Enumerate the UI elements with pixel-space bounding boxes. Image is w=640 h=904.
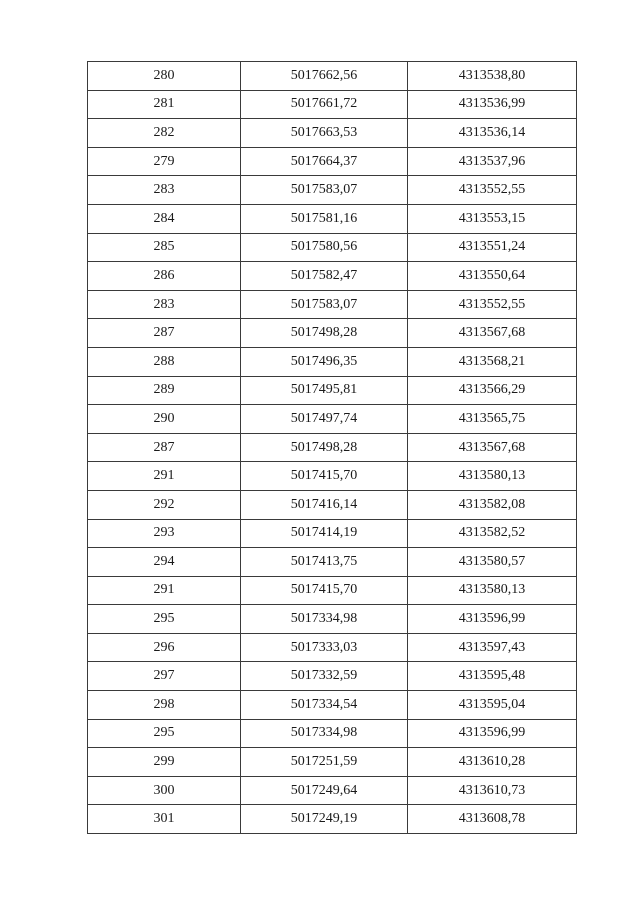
point-number-cell: 289 xyxy=(88,376,241,405)
table-row xyxy=(88,691,577,720)
x-coordinate-cell: 5017413,75 xyxy=(241,548,408,577)
x-coordinate-cell: 5017249,64 xyxy=(241,776,408,805)
point-number-cell: 279 xyxy=(88,147,241,176)
point-number-cell: 282 xyxy=(88,119,241,148)
table-row xyxy=(88,233,577,262)
y-coordinate-cell: 4313566,29 xyxy=(408,376,577,405)
x-coordinate-cell: 5017662,56 xyxy=(241,62,408,91)
x-coordinate-cell: 5017415,70 xyxy=(241,576,408,605)
point-number-cell: 294 xyxy=(88,548,241,577)
y-coordinate-cell: 4313565,75 xyxy=(408,405,577,434)
table-row xyxy=(88,519,577,548)
x-coordinate-cell: 5017332,59 xyxy=(241,662,408,691)
x-coordinate-cell: 5017661,72 xyxy=(241,90,408,119)
point-number-cell: 298 xyxy=(88,691,241,720)
y-coordinate-cell: 4313596,99 xyxy=(408,719,577,748)
table-row xyxy=(88,319,577,348)
table-row xyxy=(88,490,577,519)
y-coordinate-cell: 4313551,24 xyxy=(408,233,577,262)
y-coordinate-cell: 4313608,78 xyxy=(408,805,577,834)
point-number-cell: 280 xyxy=(88,62,241,91)
x-coordinate-cell: 5017581,16 xyxy=(241,204,408,233)
point-number-cell: 297 xyxy=(88,662,241,691)
point-number-cell: 288 xyxy=(88,347,241,376)
table-row xyxy=(88,90,577,119)
y-coordinate-cell: 4313568,21 xyxy=(408,347,577,376)
y-coordinate-cell: 4313595,04 xyxy=(408,691,577,720)
y-coordinate-cell: 4313552,55 xyxy=(408,176,577,205)
table-row xyxy=(88,662,577,691)
point-number-cell: 286 xyxy=(88,262,241,291)
y-coordinate-cell: 4313580,57 xyxy=(408,548,577,577)
y-coordinate-cell: 4313610,73 xyxy=(408,776,577,805)
x-coordinate-cell: 5017497,74 xyxy=(241,405,408,434)
x-coordinate-cell: 5017414,19 xyxy=(241,519,408,548)
table-row xyxy=(88,262,577,291)
x-coordinate-cell: 5017334,54 xyxy=(241,691,408,720)
y-coordinate-cell: 4313536,14 xyxy=(408,119,577,148)
table-row xyxy=(88,433,577,462)
table-row xyxy=(88,805,577,834)
x-coordinate-cell: 5017664,37 xyxy=(241,147,408,176)
table-row xyxy=(88,376,577,405)
y-coordinate-cell: 4313553,15 xyxy=(408,204,577,233)
y-coordinate-cell: 4313580,13 xyxy=(408,462,577,491)
point-number-cell: 300 xyxy=(88,776,241,805)
point-number-cell: 293 xyxy=(88,519,241,548)
point-number-cell: 290 xyxy=(88,405,241,434)
point-number-cell: 283 xyxy=(88,290,241,319)
table-row xyxy=(88,633,577,662)
y-coordinate-cell: 4313536,99 xyxy=(408,90,577,119)
x-coordinate-cell: 5017498,28 xyxy=(241,319,408,348)
table-row xyxy=(88,576,577,605)
table-row xyxy=(88,605,577,634)
y-coordinate-cell: 4313537,96 xyxy=(408,147,577,176)
point-number-cell: 292 xyxy=(88,490,241,519)
table-row xyxy=(88,62,577,91)
table-row xyxy=(88,719,577,748)
x-coordinate-cell: 5017663,53 xyxy=(241,119,408,148)
point-number-cell: 291 xyxy=(88,576,241,605)
x-coordinate-cell: 5017415,70 xyxy=(241,462,408,491)
x-coordinate-cell: 5017249,19 xyxy=(241,805,408,834)
point-number-cell: 299 xyxy=(88,748,241,777)
y-coordinate-cell: 4313580,13 xyxy=(408,576,577,605)
x-coordinate-cell: 5017498,28 xyxy=(241,433,408,462)
x-coordinate-cell: 5017583,07 xyxy=(241,290,408,319)
table-row xyxy=(88,290,577,319)
y-coordinate-cell: 4313582,08 xyxy=(408,490,577,519)
point-number-cell: 295 xyxy=(88,605,241,634)
point-number-cell: 284 xyxy=(88,204,241,233)
y-coordinate-cell: 4313596,99 xyxy=(408,605,577,634)
x-coordinate-cell: 5017416,14 xyxy=(241,490,408,519)
point-number-cell: 295 xyxy=(88,719,241,748)
x-coordinate-cell: 5017334,98 xyxy=(241,719,408,748)
x-coordinate-cell: 5017496,35 xyxy=(241,347,408,376)
x-coordinate-cell: 5017333,03 xyxy=(241,633,408,662)
table-row xyxy=(88,748,577,777)
y-coordinate-cell: 4313567,68 xyxy=(408,319,577,348)
table-row xyxy=(88,147,577,176)
table-row xyxy=(88,204,577,233)
table-row xyxy=(88,176,577,205)
table-row xyxy=(88,462,577,491)
x-coordinate-cell: 5017334,98 xyxy=(241,605,408,634)
point-number-cell: 287 xyxy=(88,319,241,348)
x-coordinate-cell: 5017582,47 xyxy=(241,262,408,291)
point-number-cell: 283 xyxy=(88,176,241,205)
y-coordinate-cell: 4313552,55 xyxy=(408,290,577,319)
y-coordinate-cell: 4313610,28 xyxy=(408,748,577,777)
point-number-cell: 291 xyxy=(88,462,241,491)
y-coordinate-cell: 4313538,80 xyxy=(408,62,577,91)
table-row xyxy=(88,405,577,434)
x-coordinate-cell: 5017495,81 xyxy=(241,376,408,405)
table-row xyxy=(88,119,577,148)
point-number-cell: 285 xyxy=(88,233,241,262)
table-row xyxy=(88,776,577,805)
table-row xyxy=(88,347,577,376)
x-coordinate-cell: 5017583,07 xyxy=(241,176,408,205)
x-coordinate-cell: 5017580,56 xyxy=(241,233,408,262)
point-number-cell: 281 xyxy=(88,90,241,119)
point-number-cell: 287 xyxy=(88,433,241,462)
coordinates-table xyxy=(87,61,577,834)
y-coordinate-cell: 4313595,48 xyxy=(408,662,577,691)
table-row xyxy=(88,548,577,577)
coordinates-table-body xyxy=(88,62,577,834)
y-coordinate-cell: 4313567,68 xyxy=(408,433,577,462)
point-number-cell: 296 xyxy=(88,633,241,662)
y-coordinate-cell: 4313550,64 xyxy=(408,262,577,291)
point-number-cell: 301 xyxy=(88,805,241,834)
y-coordinate-cell: 4313582,52 xyxy=(408,519,577,548)
y-coordinate-cell: 4313597,43 xyxy=(408,633,577,662)
x-coordinate-cell: 5017251,59 xyxy=(241,748,408,777)
